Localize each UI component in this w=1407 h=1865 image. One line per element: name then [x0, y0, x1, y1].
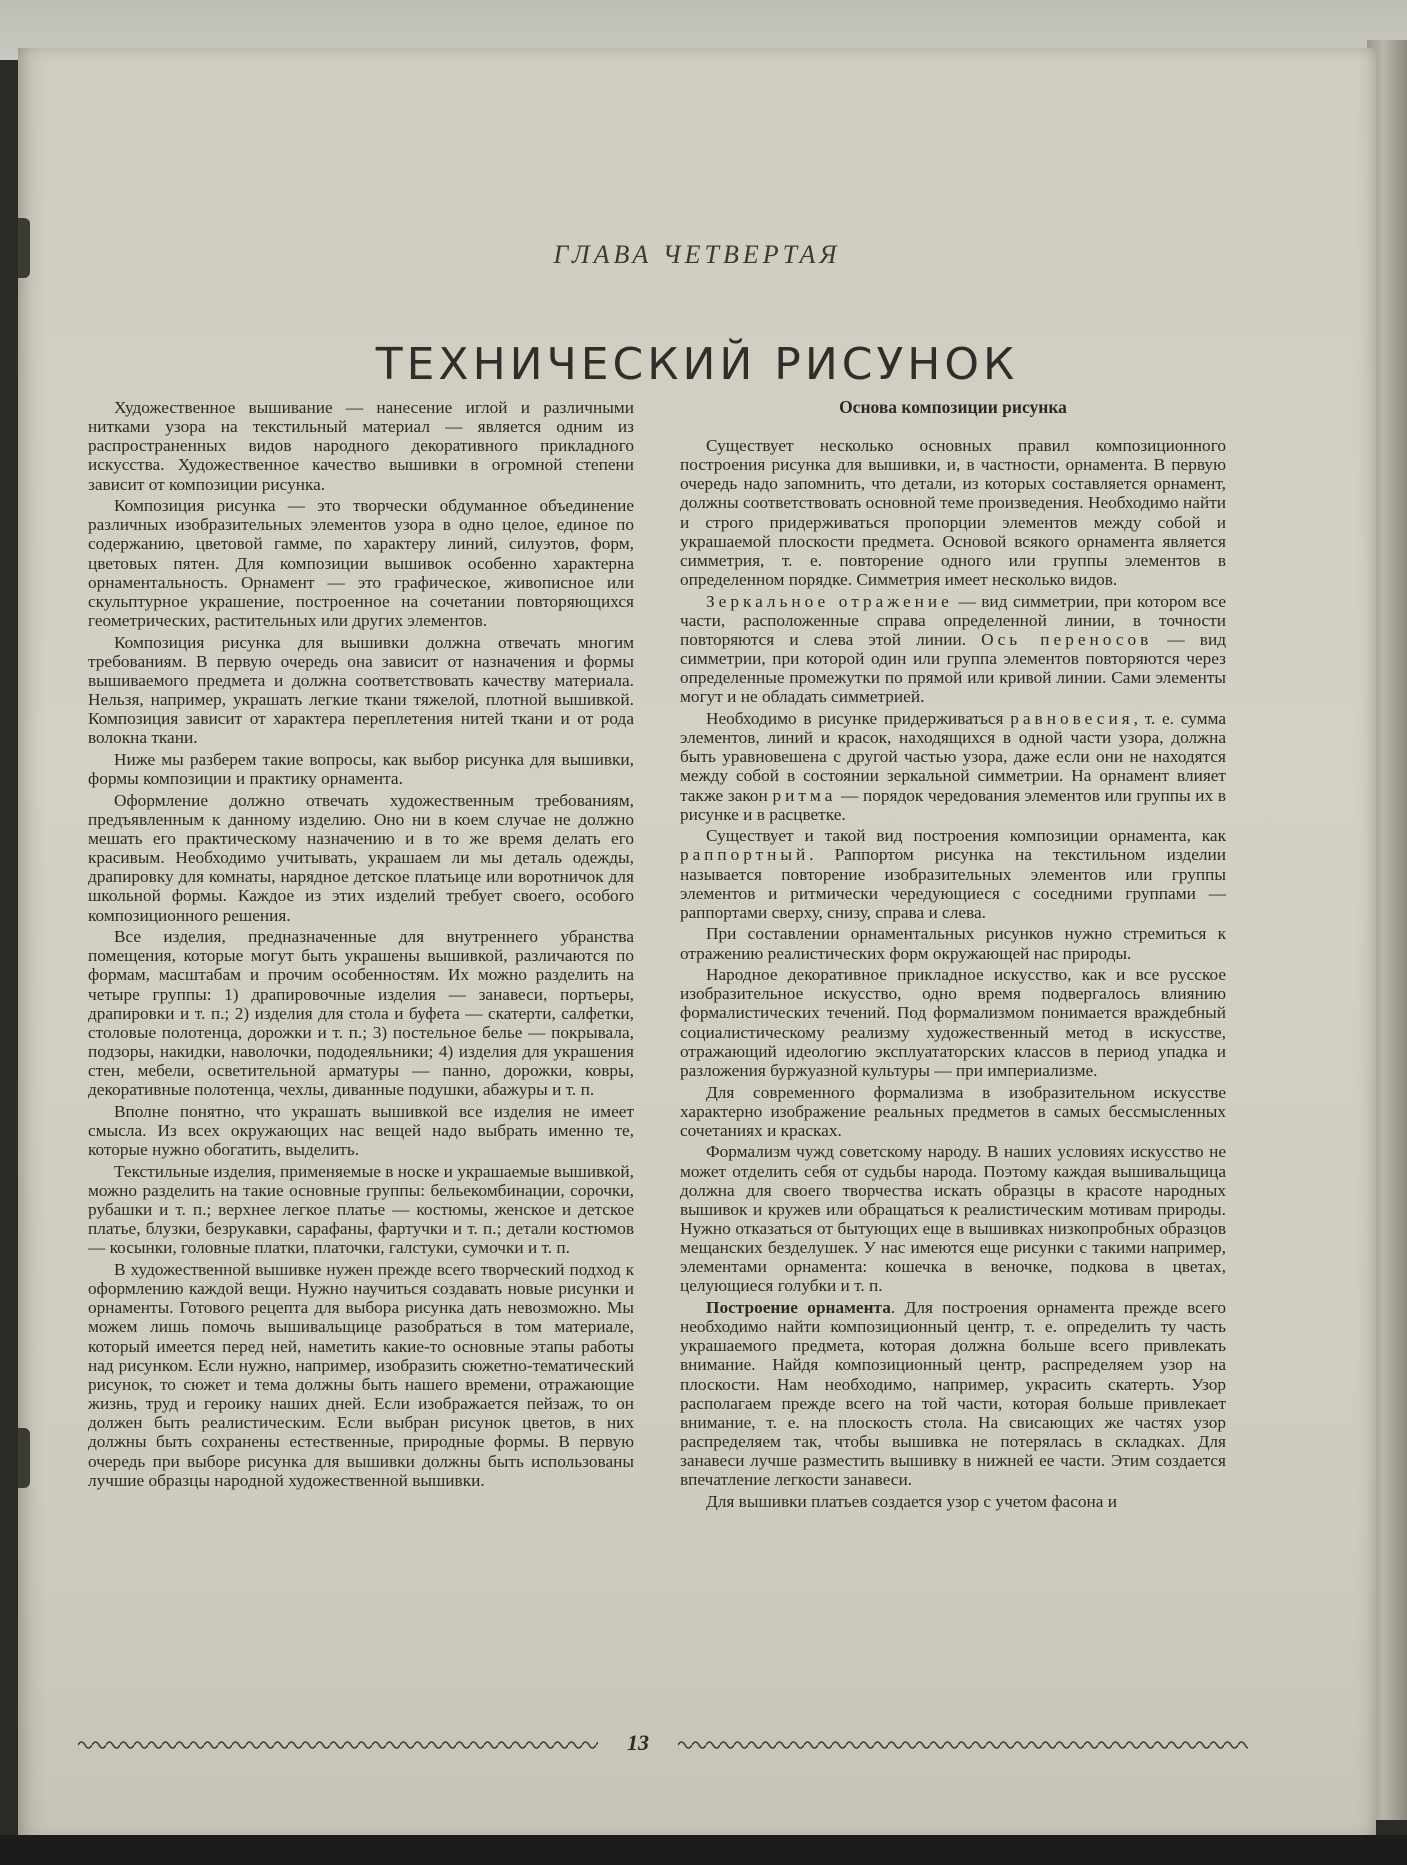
left-column — [88, 398, 634, 1492]
right-column — [680, 398, 1226, 1514]
text-run: . Для построения орнамента прежде всего необходимо найти композиционный центр, т. е. определить ту часть украшаемого предмета, которая должна больше всего привлекать внимание. Найдя композиционный центр, распределяем узор на плоскости. Нам необходимо, например, украсить скатерть. Узор располагаем прежде всего на той части, которая больше привлекает внимание, т. е. на плоскость стола. На свисающих же частях узор распределяем так, чтобы вышивка не потерялась в складках. Для занавеси лучше разместить вышивку в нижней ее части. Этим создается впечатление легкости занавеси. — [680, 1298, 1226, 1490]
paragraph: Текстильные изделия, применяемые в носке и украшаемые вышивкой, можно разделить на такие основные группы: бельекомбинации, сорочки, рубашки и т. п.; верхнее легкое платье — костюмы, женское и детское платье, блузки, безрукавки, сарафаны, фартучки и т. п.; детали костюмов — косынки, головные платки, платочки, галстуки, сумочки и т. п. — [88, 1161, 634, 1258]
text-run: Необходимо в рисунке придерживаться — [706, 708, 1011, 728]
ornament-line — [678, 1738, 1248, 1752]
ornament-line — [78, 1738, 598, 1752]
paragraph: Народное декоративное прикладное искусство, как и все русское изобразительное искусство, одно время подвергалось влиянию формалистических течений. Под формализмом понимается враждебный социалистическому реализму художественный метод в искусстве, отражающий идеологию эксплуататорских классов в период упадка и разложения буржуазной культуры — при империализме. — [680, 965, 1226, 1080]
text-run: . Раппортом рисунка на текстильном изделии называется повторение изобразительных элементов или группы элементов и ритмически чередующиеся с соседними группами — раппортами сверху, снизу, справа и слева. — [680, 845, 1226, 922]
text-run: — вид симметрии, при котором все части, расположенные справа определенной линии, в точности повторяются и слева этой линии. — [680, 591, 1226, 649]
paragraph: Вполне понятно, что украшать вышивкой все изделия не имеет смысла. Из всех окружающих нас вещей надо выбрать именно те, которые нужно обогатить, выделить. — [88, 1101, 634, 1160]
term-spaced: ритма — [772, 785, 837, 805]
text-run: — вид симметрии, при которой один или группа элементов повторяются через определенные промежутки по прямой или кривой линии. Сами элементы могут и не обладать симметрией. — [680, 629, 1226, 707]
text-run: , т. е. сумма элементов, линий и красок, находящихся в одной части узора, должна быть уравновешена с другой частью узора, даже если они не находятся между собой в состоянии зеркальной симметрии. На орнамент влияет также закон — [680, 708, 1226, 805]
paragraph: Формализм чужд советскому народу. В наших условиях искусство не может отделить себя от судьбы народа. Поэтому каждая вышивальщица должна для своего творчества искать образцы в красоте народных вышивок и кружев или обращаться к реалистическим мотивам природы. Нужно отказаться от бытующих еще в вышивках низкопробных образцов мещанских безделушек. У нас имеются еще рисунки с такими например, элементами орнамента: кошечка в веночке, подкова в цветах, целующиеся голубки и т. п. — [680, 1142, 1226, 1296]
paragraph: Художественное вышивание — нанесение иглой и различными нитками узора на текстильный материал — является одним из распространенных видов народного декоративного прикладного искусства. Художественное качество вышивки в огромной степени зависит от композиции рисунка. — [88, 398, 634, 494]
paragraph — [680, 709, 1226, 824]
background-bottom — [0, 1835, 1407, 1865]
paragraph: Все изделия, предназначенные для внутреннего убранства помещения, которые могут быть украшены вышивкой, различаются по формам, масштабам и прочим особенностям. Их можно разделить на четыре группы: 1) драпировочные изделия — занавеси, портьеры, драпировки и т. п.; 2) изделия для стола и буфета — скатерти, салфетки, столовые полотенца, дорожки и т. п.; 3) постельное белье — покрывала, подзоры, накидки, наволочки, пододеяльники; 4) изделия для украшения стен, мебели, осветительной арматуры — панно, дорожки, ковры, декоративные полотенца, чехлы, диванные подушки, абажуры и т. п. — [88, 927, 634, 1100]
paragraph: Для вышивки платьев создается узор с учетом фасона и — [706, 1491, 1117, 1511]
paragraph: Для современного формализма в изобразительном искусстве характерно изображение реальных предметов в самых бессмысленных сочетаниях и красках. — [680, 1082, 1226, 1140]
paragraph: Композиция рисунка для вышивки должна отвечать многим требованиям. В первую очередь она зависит от назначения и формы вышиваемого предмета и должна соответствовать качеству материала. Нельзя, например, украшать легкие ткани тяжелой, плотной вышивкой. Композиция зависит от характера переплетения нитей ткани и от рода волокна ткани. — [88, 632, 634, 748]
paragraph: При составлении орнаментальных рисунков нужно стремиться к отражению реалистических форм окружающей нас природы. — [680, 924, 1226, 963]
term-spaced: раппортный — [680, 845, 810, 865]
section-heading: Основа композиции рисунка — [839, 397, 1067, 417]
paragraph — [680, 592, 1226, 707]
text-run: Существует и такой вид построения композиции орнамента, как — [706, 826, 1226, 846]
term-spaced: Ось переносов — [981, 629, 1153, 649]
paragraph — [680, 1298, 1226, 1490]
page-footer — [78, 1730, 1248, 1760]
term-spaced: равновесия — [1010, 708, 1134, 728]
page-title: ТЕХНИЧЕСКИЙ РИСУНОК — [375, 339, 1019, 391]
paragraph: Ниже мы разберем такие вопросы, как выбор рисунка для вышивки, формы композиции и практику орнамента. — [88, 749, 634, 789]
binding-hole — [18, 1428, 30, 1488]
chapter-label: ГЛАВА ЧЕТВЕРТАЯ — [553, 240, 841, 269]
term-bold: Построение орнамента — [706, 1298, 891, 1317]
text-run: — порядок чередования элементов или группы их в рисунке и в расцветке. — [680, 785, 1226, 824]
paragraph — [680, 826, 1226, 922]
page-number: 13 — [627, 1730, 649, 1755]
paragraph: Существует несколько основных правил композиционного построения рисунка для вышивки, и, в частности, орнамента. В первую очередь надо запомнить, что детали, из которых составляется орнамент, должны соответствовать основной теме произведения. Необходимо найти и строго придерживаться пропорции элементов между собой и украшаемой плоскости предмета. Основой всякого орнамента является симметрия, т. е. повторение одного или группы элементов в определенном порядке. Симметрия имеет несколько видов. — [680, 436, 1226, 590]
term-spaced: Зеркальное отражение — [706, 591, 953, 611]
paragraph: Оформление должно отвечать художественным требованиям, предъявленным к данному изделию. Оно ни в коем случае не должно мешать его практическому назначению и в то же время делать его красивым. Необходимо учитывать, украшаем ли мы деталь одежды, драпировку для комнаты, нарядное детское платьице или воротничок для школьной формы. Каждое из этих изделий требует своего, особого композиционного решения. — [88, 790, 634, 925]
paragraph: Композиция рисунка — это творчески обдуманное объединение различных изобразительных элементов узора в одно целое, единое по содержанию, цветовой гамме, по характеру линий, силуэтов, форм, цветовых пятен. Для композиции вышивок особенно характерна орнаментальность. Орнамент — это графическое, живописное или скульптурное украшение, построенное на сочетании повторяющихся геометрических, растительных или других элементов. — [88, 496, 634, 631]
book-page — [18, 48, 1376, 1838]
paragraph: В художественной вышивке нужен прежде всего творческий подход к оформлению каждой вещи. Нужно научиться создавать новые рисунки и орнаменты. Готового рецепта для выбора рисунка дать невозможно. Мы можем лишь помочь вышивальщице разобраться в том материале, который имеется перед ней, наметить какие-то основные этапы работы над рисунком. Если нужно, например, изобразить сюжетно-тематический рисунок, то сюжет и тема должны быть нашего времени, отражающие жизнь, труд и героику наших дней. Если изображается пейзаж, то он должен быть реалистическим. Если выбран рисунок цветов, в них должны быть сохранены естественные, природные формы. В первую очередь при выборе рисунка для вышивки должны быть использованы лучшие образцы народной художественной вышивки. — [88, 1260, 634, 1490]
